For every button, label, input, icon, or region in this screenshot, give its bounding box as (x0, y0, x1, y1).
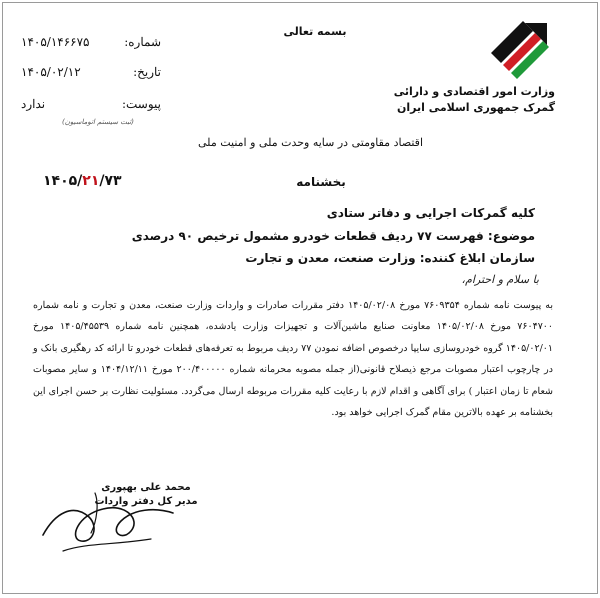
letter-number-row (21, 35, 161, 49)
signatory-name: محمد علی بهپوری (101, 482, 191, 493)
issuer-line: سازمان ابلاغ کننده: وزارت صنعت، معدن و تجارت (245, 251, 535, 265)
circular-number (43, 173, 143, 189)
circular-number-prefix: ۱۴۰۵/ (43, 173, 83, 189)
org-name-ministry: وزارت امور اقتصادی و دارائی (393, 85, 555, 98)
attachment-row (21, 97, 161, 111)
subject-line: موضوع: فهرست ۷۷ ردیف قطعات خودرو مشمول ترخیص ۹۰ درصدی (131, 229, 535, 243)
bismillah-heading: بسمه تعالی (283, 25, 347, 38)
attachment-label: پیوست: (121, 97, 161, 111)
letter-date-value: ۱۴۰۵/۰۲/۱۲ (21, 65, 81, 79)
addressee: کلیه گمرکات اجرایی و دفاتر ستادی (326, 206, 535, 220)
circular-number-red: ۲۱ (82, 173, 100, 189)
signatory-title: مدیر کل دفتر واردات (94, 496, 198, 507)
customs-logo-icon (489, 19, 551, 81)
letter-date-row (21, 65, 161, 79)
circular-label: بخشنامه (296, 175, 346, 189)
attachment-value: ندارد (21, 97, 46, 111)
circular-number-suffix: /۷۳ (99, 173, 122, 189)
org-name-customs: گمرک جمهوری اسلامی ایران (396, 101, 555, 114)
letter-number-label: شماره: (124, 35, 161, 49)
letter-body: به پیوست نامه شماره ۷۶۰۹۳۵۴ مورخ ۱۴۰۵/۰۲/۰۸ دفتر مقررات صادرات و واردات وزارت صنعت، معدن و تجارت و نامه شماره ۷۶۰۴۷۰۰ مورخ ۱۴۰۵/۰۲/۰۸ معاونت صنایع ماشین‌آلات و تجهیزات وزارت یادشده، همچنین نامه شماره ۱۴۰۵/۴۵۵۳۹ مورخ ۱۴۰۵/۰۲/۰۱ گروه خودروسازی سایپا درخصوص اضافه نمودن ۷۷ ردیف مربوط به تعرفه‌های قطعات خودرو تا ارائه کد رهگیری بانک و در چارچوب اعتبار مصوبات مرجع ذیصلاح قانونی(از جمله مصوبه محرمانه شماره ۲۰۰/۴۰۰۰۰۰ مورخ ۱۴۰۴/۱۲/۱۱ و سایر مصوبات شعام تا زمان اعتبار ) برای آگاهی و اقدام لازم با رعایت کلیه مقررات مربوطه ارسال می‌گردد. مسئولیت نظارت بر حسن اجرای این بخشنامه بر عهده بالاترین مقام گمرک اجرایی خواهد بود. (33, 300, 553, 419)
system-note: (ثبت سیستم اتوماسیون) (62, 118, 134, 126)
handwritten-signature-icon (33, 473, 183, 563)
letter-page (2, 2, 598, 594)
letter-number-value: ۱۴۰۵/۱۴۶۶۷۵ (21, 35, 90, 49)
slogan: اقتصاد مقاومتی در سایه وحدت ملی و امنیت ملی (198, 136, 423, 149)
letter-date-label: تاریخ: (133, 65, 161, 79)
greeting: با سلام و احترام، (461, 273, 539, 286)
